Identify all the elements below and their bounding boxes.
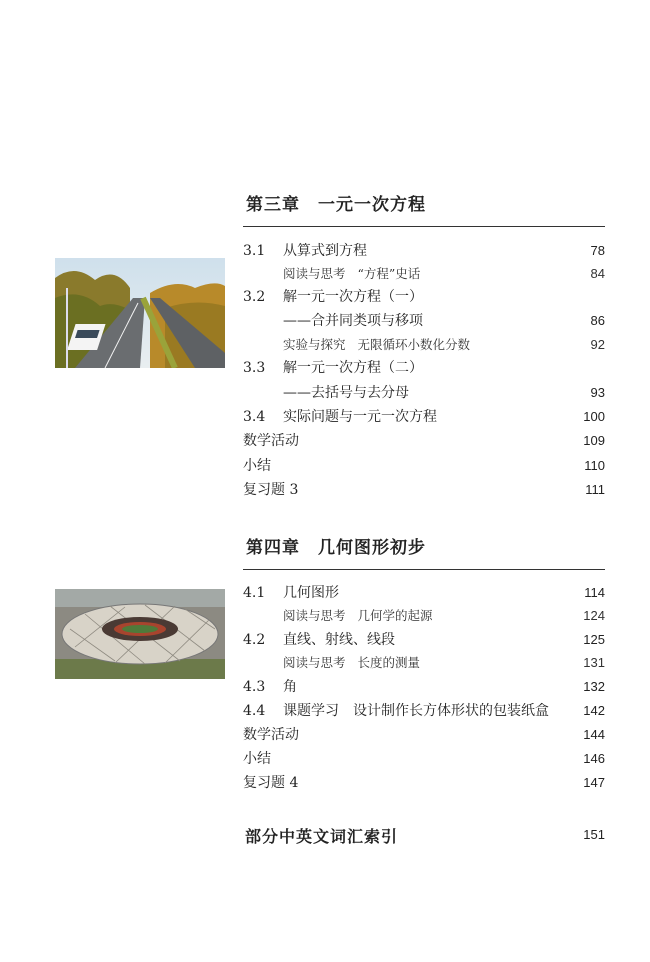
toc-entry-math-activity-3[interactable] (243, 430, 605, 452)
entry-title: 课题学习 设计制作长方体形状的包装纸盒 (283, 703, 549, 719)
toc-entry-reading-4b[interactable] (243, 652, 605, 674)
toc-entry-3-4[interactable] (243, 406, 605, 428)
index-page-number: 151 (583, 827, 605, 842)
chapter-3-title: 一元一次方程 (318, 195, 426, 215)
chapter-4-divider (243, 569, 605, 570)
page-number: 144 (583, 727, 605, 742)
toc-entry-3-1[interactable] (243, 240, 605, 262)
toc-entry-3-2-subtitle[interactable] (243, 310, 605, 332)
toc-entry-4-3[interactable] (243, 676, 605, 698)
toc-entry-review-3[interactable] (243, 479, 605, 501)
chapter-4-label: 第四章 (246, 538, 300, 558)
entry-title: 数学活动 (243, 727, 299, 743)
page-number: 124 (583, 608, 605, 623)
entry-title: 从算式到方程 (283, 243, 367, 259)
page-number: 111 (585, 482, 605, 497)
entry-title: ——去括号与去分母 (283, 385, 409, 401)
highway-photo (55, 258, 225, 368)
entry-title: 小结 (243, 751, 271, 767)
chapter-3-label: 第三章 (246, 195, 300, 215)
toc-entry-3-3-subtitle[interactable] (243, 382, 605, 404)
entry-title: 直线、射线、线段 (283, 632, 395, 648)
entry-tag: 阅读与思考 (283, 266, 346, 281)
page-number: 132 (583, 679, 605, 694)
toc-entry-reading-3[interactable] (243, 263, 605, 285)
entry-tag: 实验与探究 (283, 337, 346, 352)
toc-entry-experiment-3[interactable] (243, 334, 605, 356)
index-title[interactable]: 部分中英文词汇索引 (245, 827, 399, 846)
section-number: 4.4 (243, 703, 266, 719)
entry-title: 复习题 3 (243, 482, 299, 498)
entry-title: “方程”史话 (357, 266, 421, 281)
entry-title: 小结 (243, 458, 271, 474)
section-number: 3.1 (243, 243, 266, 259)
page-number: 125 (583, 632, 605, 647)
entry-tag: 阅读与思考 (283, 655, 346, 670)
toc-entry-summary-3[interactable] (243, 455, 605, 477)
toc-entry-summary-4[interactable] (243, 748, 605, 770)
page-number: 93 (590, 385, 605, 400)
section-number: 3.4 (243, 409, 266, 425)
chapter-3-heading (246, 190, 426, 215)
entry-title: 解一元一次方程（一） (283, 289, 423, 305)
entry-title: 几何学的起源 (357, 608, 433, 623)
entry-title: 实际问题与一元一次方程 (283, 409, 437, 425)
entry-title: 长度的测量 (357, 655, 421, 670)
page-number: 100 (583, 409, 605, 424)
page-number: 110 (584, 458, 605, 473)
chapter-4-title: 几何图形初步 (318, 538, 426, 558)
entry-title: 复习题 4 (243, 775, 299, 791)
page-number: 86 (590, 313, 605, 328)
toc-entry-3-3[interactable] (243, 357, 605, 379)
entry-title: 数学活动 (243, 433, 299, 449)
page-number: 84 (590, 266, 605, 281)
entry-tag: 阅读与思考 (283, 608, 346, 623)
section-number: 3.3 (243, 360, 266, 376)
stadium-photo (55, 589, 225, 679)
page-number: 92 (590, 337, 605, 352)
toc-entry-4-2[interactable] (243, 629, 605, 651)
page-number: 109 (583, 433, 605, 448)
page-number: 131 (583, 655, 605, 670)
toc-entry-reading-4a[interactable] (243, 605, 605, 627)
entry-title: 无限循环小数化分数 (357, 337, 471, 352)
toc-entry-review-4[interactable] (243, 772, 605, 794)
toc-entry-4-4[interactable] (243, 700, 605, 722)
entry-title: 角 (283, 679, 297, 695)
entry-title: ——合并同类项与移项 (283, 313, 423, 329)
chapter-3-divider (243, 226, 605, 227)
page-number: 146 (583, 751, 605, 766)
page-number: 114 (584, 585, 605, 600)
page-number: 78 (590, 243, 605, 258)
toc-entry-math-activity-4[interactable] (243, 724, 605, 746)
toc-entry-3-2[interactable] (243, 286, 605, 308)
entry-title: 几何图形 (283, 585, 339, 601)
section-number: 4.3 (243, 679, 266, 695)
entry-title: 解一元一次方程（二） (283, 360, 423, 376)
section-number: 3.2 (243, 289, 266, 305)
page-number: 147 (583, 775, 605, 790)
toc-entry-4-1[interactable] (243, 582, 605, 604)
page-number: 142 (583, 703, 605, 718)
section-number: 4.1 (243, 585, 266, 601)
chapter-4-heading (246, 533, 426, 558)
section-number: 4.2 (243, 632, 266, 648)
